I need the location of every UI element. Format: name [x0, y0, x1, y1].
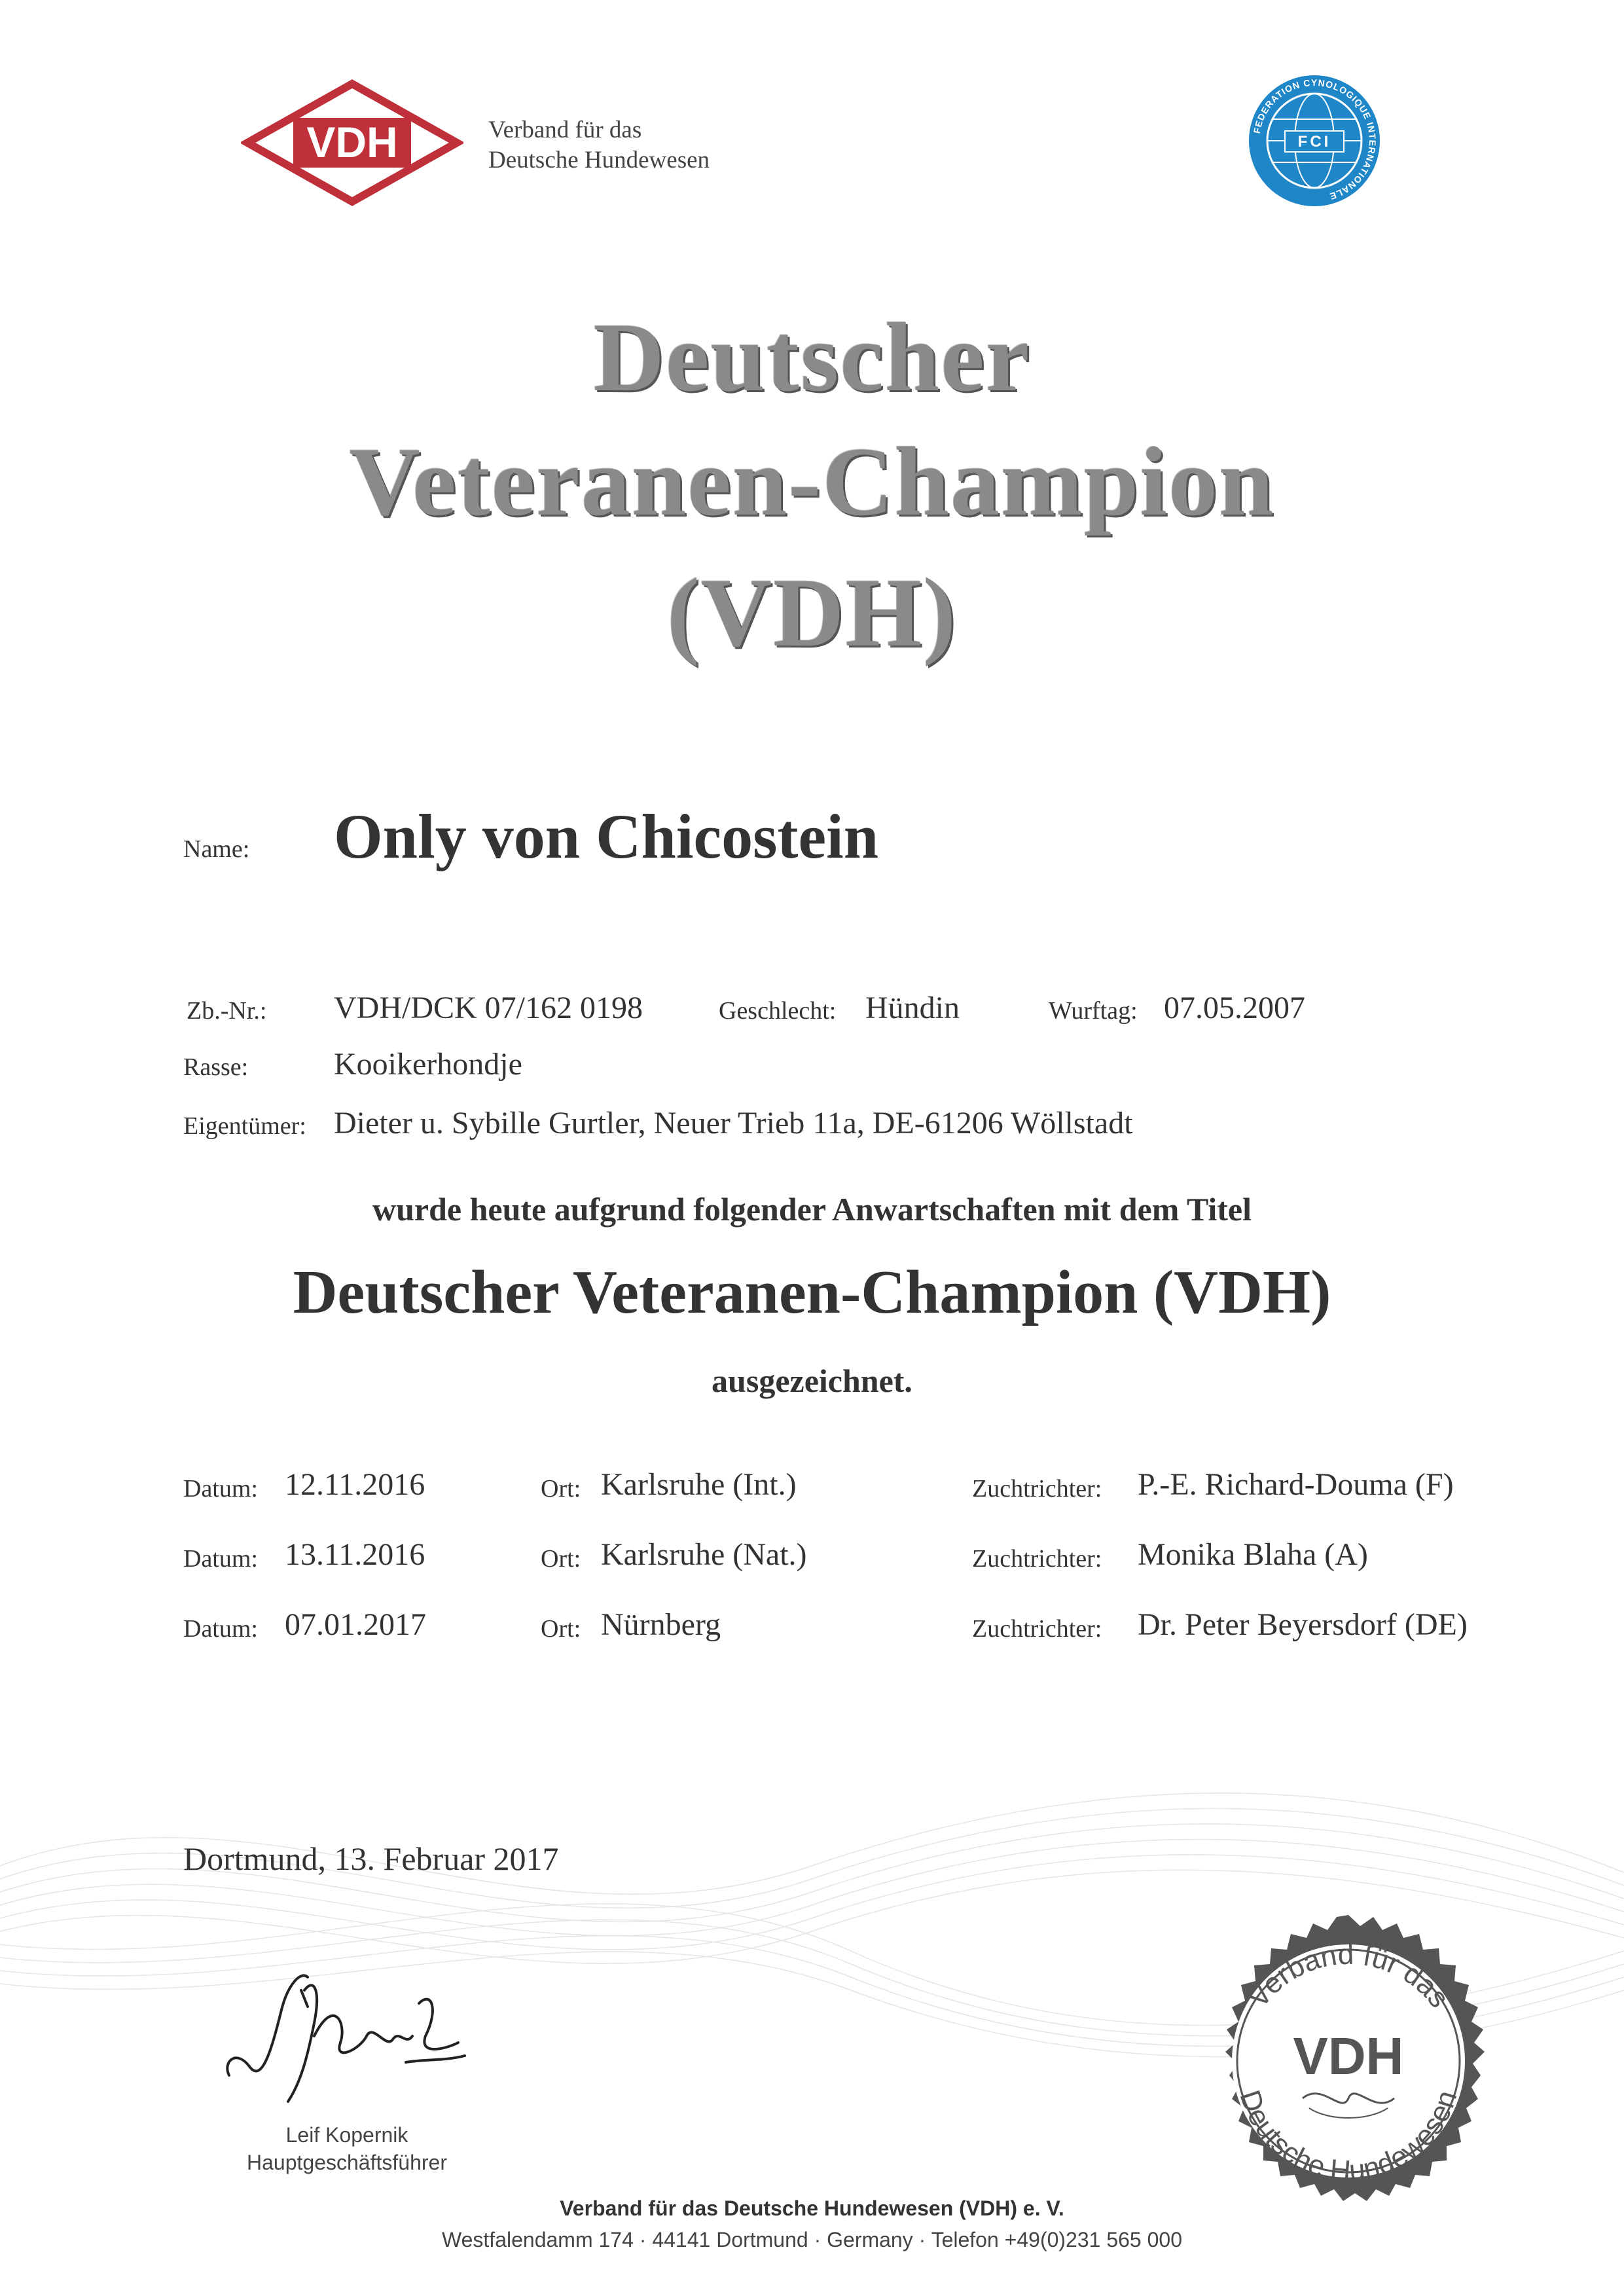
- award-intro-line: wurde heute aufgrund folgender Anwartschaften mit dem Titel: [372, 1191, 1252, 1228]
- qualification-row: [0, 1537, 1624, 1582]
- fci-logo: [1247, 73, 1382, 208]
- seal-center-text: VDH: [1293, 2027, 1404, 2085]
- breed-value: Kooikerhondje: [334, 1047, 522, 1082]
- footer-org-name: Verband für das Deutsche Hundewesen (VDH) e. V.: [560, 2196, 1064, 2220]
- judge-value: Dr. Peter Beyersdorf (DE): [1138, 1607, 1468, 1642]
- judge-label: Zuchtrichter:: [972, 1475, 1102, 1503]
- signer-block: [209, 2121, 484, 2176]
- birth-label: Wurftag:: [1049, 997, 1138, 1025]
- signer-role: Hauptgeschäftsführer: [247, 2151, 447, 2174]
- date-label: Datum:: [183, 1615, 258, 1643]
- sex-label: Geschlecht:: [719, 997, 837, 1025]
- vdh-org-line1: Verband für das: [488, 117, 642, 143]
- owner-label: Eigentümer:: [183, 1112, 306, 1140]
- place-value: Karlsruhe (Nat.): [601, 1537, 807, 1572]
- date-value: 07.01.2017: [285, 1607, 426, 1642]
- name-label: Name:: [183, 835, 250, 863]
- award-title: Deutscher Veteranen-Champion (VDH): [293, 1258, 1331, 1326]
- certificate-title-line2: Veteranen-Champion: [349, 428, 1275, 536]
- place-label: Ort:: [541, 1615, 581, 1643]
- owner-value: Dieter u. Sybille Gurtler, Neuer Trieb 11a, DE-61206 Wöllstadt: [334, 1106, 1133, 1140]
- birth-date: 07.05.2007: [1164, 991, 1305, 1025]
- vdh-seal: [1191, 1912, 1506, 2226]
- qualification-row: [0, 1607, 1624, 1652]
- signer-name: Leif Kopernik: [285, 2123, 408, 2147]
- qualification-row: [0, 1467, 1624, 1512]
- judge-value: P.-E. Richard-Douma (F): [1138, 1467, 1454, 1502]
- seal-top-text: Verband für das: [1242, 1938, 1456, 2014]
- issue-place-date: Dortmund, 13. Februar 2017: [183, 1840, 559, 1877]
- judge-label: Zuchtrichter:: [972, 1615, 1102, 1643]
- vdh-org-line2: Deutsche Hundewesen: [488, 147, 710, 173]
- judge-label: Zuchtrichter:: [972, 1545, 1102, 1573]
- breed-label: Rasse:: [183, 1053, 249, 1081]
- signature: [209, 1951, 484, 2115]
- footer-address: Westfalendamm 174 · 44141 Dortmund · Germany · Telefon +49(0)231 565 000: [441, 2228, 1182, 2251]
- certificate-title-line1: Deutscher: [593, 303, 1031, 412]
- vdh-org-name: [488, 115, 710, 175]
- place-label: Ort:: [541, 1475, 581, 1503]
- place-value: Nürnberg: [601, 1607, 721, 1642]
- dog-name: Only von Chicostein: [334, 801, 879, 871]
- fci-text: FCI: [1297, 133, 1331, 151]
- award-closing-word: ausgezeichnet.: [712, 1362, 912, 1399]
- zb-label: Zb.-Nr.:: [187, 997, 267, 1025]
- certificate-title-line3: (VDH): [666, 558, 958, 667]
- zb-number: VDH/DCK 07/162 0198: [334, 991, 643, 1025]
- date-value: 12.11.2016: [285, 1467, 425, 1502]
- fci-ring-text: FEDERATION CYNOLOGIQUE INTERNATIONALE: [1251, 77, 1379, 202]
- date-label: Datum:: [183, 1475, 258, 1503]
- judge-value: Monika Blaha (A): [1138, 1537, 1368, 1572]
- seal-bottom-text: Deutsche Hundewesen: [1233, 2086, 1464, 2187]
- vdh-logo: [241, 77, 463, 208]
- vdh-logo-text: VDH: [306, 118, 398, 166]
- place-value: Karlsruhe (Int.): [601, 1467, 797, 1502]
- place-label: Ort:: [541, 1545, 581, 1573]
- sex-value: Hündin: [865, 991, 960, 1025]
- date-value: 13.11.2016: [285, 1537, 425, 1572]
- date-label: Datum:: [183, 1545, 258, 1573]
